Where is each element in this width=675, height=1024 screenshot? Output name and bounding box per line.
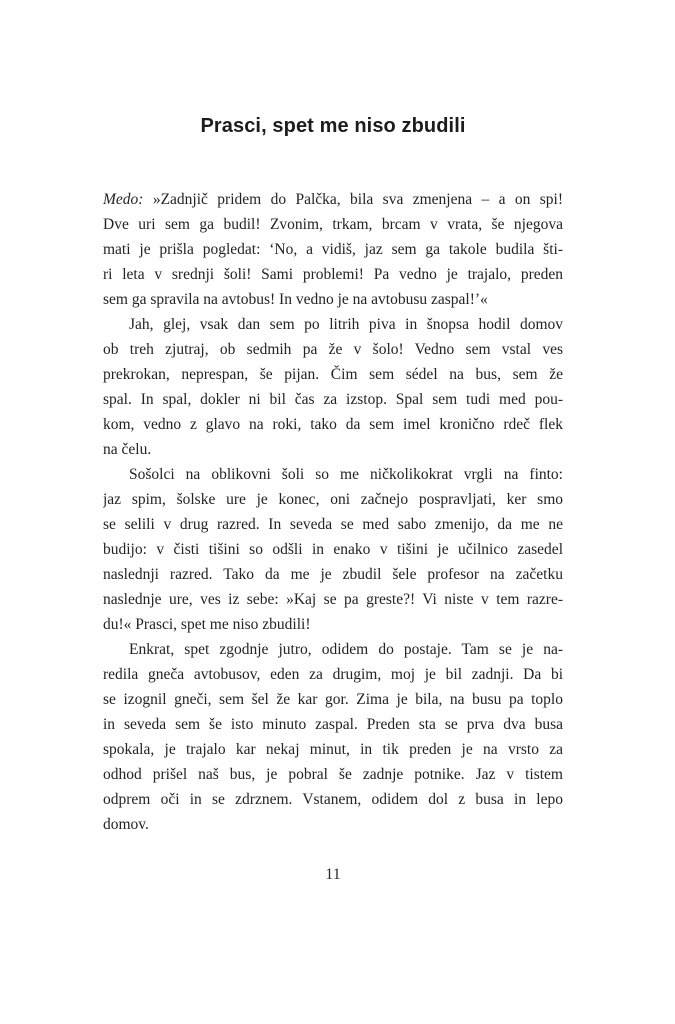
text-line: Sošolci na oblikovni šoli so me ničkolikokrat vrgli na finto: — [129, 466, 563, 483]
text-line: naslednji razred. Tako da me je zbudil šele profesor na začetku — [103, 566, 563, 583]
paragraph — [103, 637, 563, 837]
chapter-title: Prasci, spet me niso zbudili — [200, 115, 466, 137]
text-line: se selili v drug razred. In seveda se med sabo zmenijo, da me ne — [103, 516, 563, 533]
text-line: odhod prišel naš bus, je pobral še zadnje potnike. Jaz v tistem — [103, 766, 563, 783]
text-line: redila gneča avtobusov, eden za drugim, moj je bil zadnji. Da bi — [103, 666, 563, 683]
text-line: Enkrat, spet zgodnje jutro, odidem do postaje. Tam se je na- — [129, 641, 563, 658]
text-line: spal. In spal, dokler ni bil čas za izstop. Spal sem tudi med pou- — [103, 391, 563, 408]
text-line: Medo: »Zadnjič pridem do Palčka, bila sva zmenjena – a on spi! — [103, 191, 563, 208]
text-line: se izognil gneči, sem šel že kar gor. Zima je bila, na busu pa toplo — [103, 691, 563, 708]
chapter-body — [103, 187, 563, 837]
paragraph — [103, 462, 563, 637]
page-number: 11 — [325, 866, 341, 883]
text-line: Jah, glej, vsak dan sem po litrih piva in šnopsa hodil domov — [129, 316, 563, 333]
text-line: domov. — [103, 816, 149, 833]
text-line: sem ga spravila na avtobus! In vedno je na avtobusu zaspal!’« — [103, 291, 488, 308]
text-line: ob treh zjutraj, ob sedmih pa že v šolo! Vedno sem vstal ves — [103, 341, 563, 358]
paragraph — [103, 187, 563, 312]
text-line: ri leta v srednji šoli! Sami problemi! Pa vedno je trajalo, preden — [103, 266, 563, 283]
text-line: odprem oči in se zdrznem. Vstanem, odidem dol z busa in lepo — [103, 791, 563, 808]
text-line: in seveda sem še isto minuto zaspal. Preden sta se prva dva busa — [103, 716, 563, 733]
text-line: Dve uri sem ga budil! Zvonim, trkam, brcam v vrata, še njegova — [103, 216, 563, 233]
text-line: du!« Prasci, spet me niso zbudili! — [103, 616, 311, 633]
text-line: prekrokan, neprespan, še pijan. Čim sem sédel na bus, sem že — [103, 366, 563, 383]
text-line: jaz spim, šolske ure je konec, oni začnejo pospravljati, ker smo — [103, 491, 563, 508]
text-line: kom, vedno z glavo na roki, tako da sem imel kronično rdeč flek — [103, 416, 563, 433]
text-line: naslednje ure, ves iz sebe: »Kaj se pa greste?! Vi niste v tem razre- — [103, 591, 563, 608]
speaker-name: Medo: — [103, 191, 144, 208]
text-line: na čelu. — [103, 441, 152, 458]
text-line: spokala, je trajalo kar nekaj minut, in tik preden je na vrsto za — [103, 741, 563, 758]
text-line: mati je prišla pogledat: ‘No, a vidiš, jaz sem ga takole budila šti- — [103, 241, 563, 258]
text-line: budijo: v čisti tišini so odšli in enako v tišini je učilnico zasedel — [103, 541, 563, 558]
paragraph — [103, 312, 563, 462]
